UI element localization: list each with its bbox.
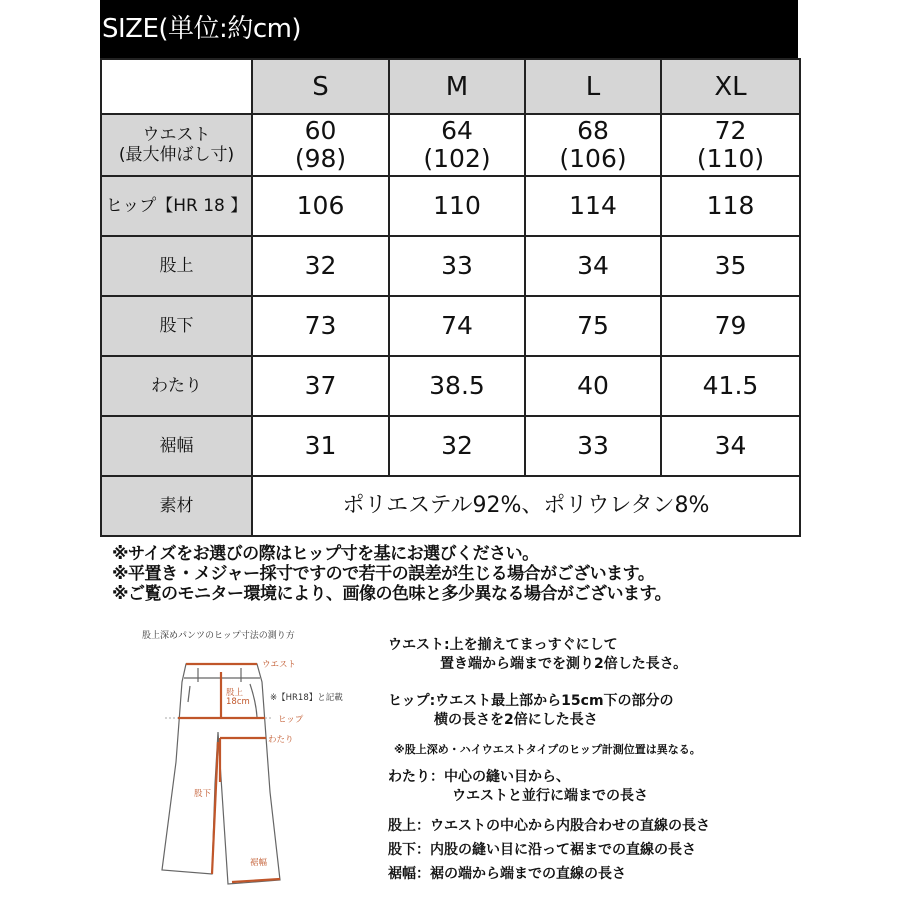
table-cell: 110 (389, 176, 525, 236)
row-label-rise: 股上 (101, 236, 252, 296)
row-label-hip: ヒップ【HR 18 】 (101, 176, 252, 236)
desc-hip-line1: ヒップ:ウエスト最上部から15cm下の部分の (388, 693, 674, 709)
table-row-hem (101, 416, 800, 476)
table-cell: 75 (525, 296, 661, 356)
table-cell: 118 (661, 176, 800, 236)
diagram-label-inseam: 股下 (194, 789, 212, 799)
desc-hem: 裾幅：裾の端から端までの直線の長さ (388, 866, 626, 882)
diagram-label-hip: ヒップ (278, 715, 304, 725)
measurement-diagram (120, 622, 380, 892)
table-cell (525, 114, 661, 176)
desc-waist-line1: ウエスト:上を揃えてまっすぐにして (388, 637, 618, 653)
cell-main: 72 (714, 116, 747, 145)
table-cell: 33 (525, 416, 661, 476)
cell-main: 64 (441, 116, 473, 145)
size-header-xl: XL (661, 59, 800, 114)
diagram-label-thigh: わたり (268, 735, 294, 745)
row-label-material: 素材 (101, 476, 252, 536)
pants-illustration-icon (120, 622, 380, 892)
desc-inseam: 股下：内股の縫い目に沿って裾までの直線の長さ (388, 842, 696, 858)
table-cell: 31 (252, 416, 389, 476)
table-row-rise (101, 236, 800, 296)
size-header-s: S (252, 59, 389, 114)
cell-sub: (106) (559, 144, 627, 173)
size-table (100, 58, 801, 537)
size-header-row (101, 59, 800, 114)
desc-hip-line2: 横の長さを2倍にした長さ (434, 712, 598, 728)
table-row-hip (101, 176, 800, 236)
desc-rise: 股上：ウエストの中心から内股合わせの直線の長さ (388, 818, 710, 834)
desc-waist-line2: 置き端から端までを測り2倍した長さ。 (440, 656, 688, 672)
row-label-line: ウエスト (142, 125, 211, 145)
table-row-inseam (101, 296, 800, 356)
table-row-thigh (101, 356, 800, 416)
table-cell (252, 114, 389, 176)
diagram-label-waist: ウエスト (262, 660, 297, 670)
row-label-line: (最大伸ばし寸) (118, 145, 235, 165)
corner-cell (101, 59, 252, 114)
diagram-label-hem: 裾幅 (250, 858, 268, 868)
table-cell (389, 114, 525, 176)
diagram-title: 股上深めパンツのヒップ寸法の測り方 (142, 631, 295, 641)
cell-sub: (98) (294, 144, 347, 173)
table-cell: 114 (525, 176, 661, 236)
cell-main: 60 (304, 116, 337, 145)
material-value: ポリエステル92%、ポリウレタン8% (252, 476, 800, 536)
size-header-l: L (525, 59, 661, 114)
table-cell: 32 (389, 416, 525, 476)
cell-sub: (110) (696, 144, 765, 173)
desc-thigh-line1: わたり：中心の縫い目から、 (388, 769, 570, 785)
table-cell: 35 (661, 236, 800, 296)
size-header-m: M (389, 59, 525, 114)
table-cell: 41.5 (661, 356, 800, 416)
size-table-title: SIZE(単位:約cm) (100, 0, 798, 58)
table-cell: 40 (525, 356, 661, 416)
row-label-hem: 裾幅 (101, 416, 252, 476)
table-cell: 79 (661, 296, 800, 356)
table-cell: 34 (525, 236, 661, 296)
note-line: ※ご覧のモニター環境により、画像の色味と多少異なる場合がございます。 (112, 584, 672, 604)
table-cell: 106 (252, 176, 389, 236)
diagram-label-rise: 股上 (226, 688, 244, 698)
table-cell: 32 (252, 236, 389, 296)
table-row-material (101, 476, 800, 536)
table-cell: 37 (252, 356, 389, 416)
diagram-label-rise-value: 18cm (226, 697, 250, 707)
table-cell (661, 114, 800, 176)
row-label-thigh: わたり (101, 356, 252, 416)
cell-main: 68 (577, 116, 609, 145)
row-label-waist (101, 114, 252, 176)
table-row-waist (101, 114, 800, 176)
desc-hip-note: ※股上深め・ハイウエストタイプのヒップ計測位置は異なる。 (394, 743, 701, 756)
notes (112, 544, 671, 604)
table-cell: 33 (389, 236, 525, 296)
table-cell: 38.5 (389, 356, 525, 416)
desc-thigh-line2: ウエストと並行に端までの長さ (452, 788, 648, 804)
row-label-inseam: 股下 (101, 296, 252, 356)
note-line: ※平置き・メジャー採寸ですので若干の誤差が生じる場合がございます。 (112, 564, 655, 584)
cell-sub: (102) (423, 144, 491, 173)
table-cell: 74 (389, 296, 525, 356)
table-cell: 73 (252, 296, 389, 356)
note-line: ※サイズをお選びの際はヒップ寸を基にお選びください。 (112, 544, 539, 564)
diagram-hr-note: ※【HR18】と記載 (270, 693, 343, 703)
table-cell: 34 (661, 416, 800, 476)
